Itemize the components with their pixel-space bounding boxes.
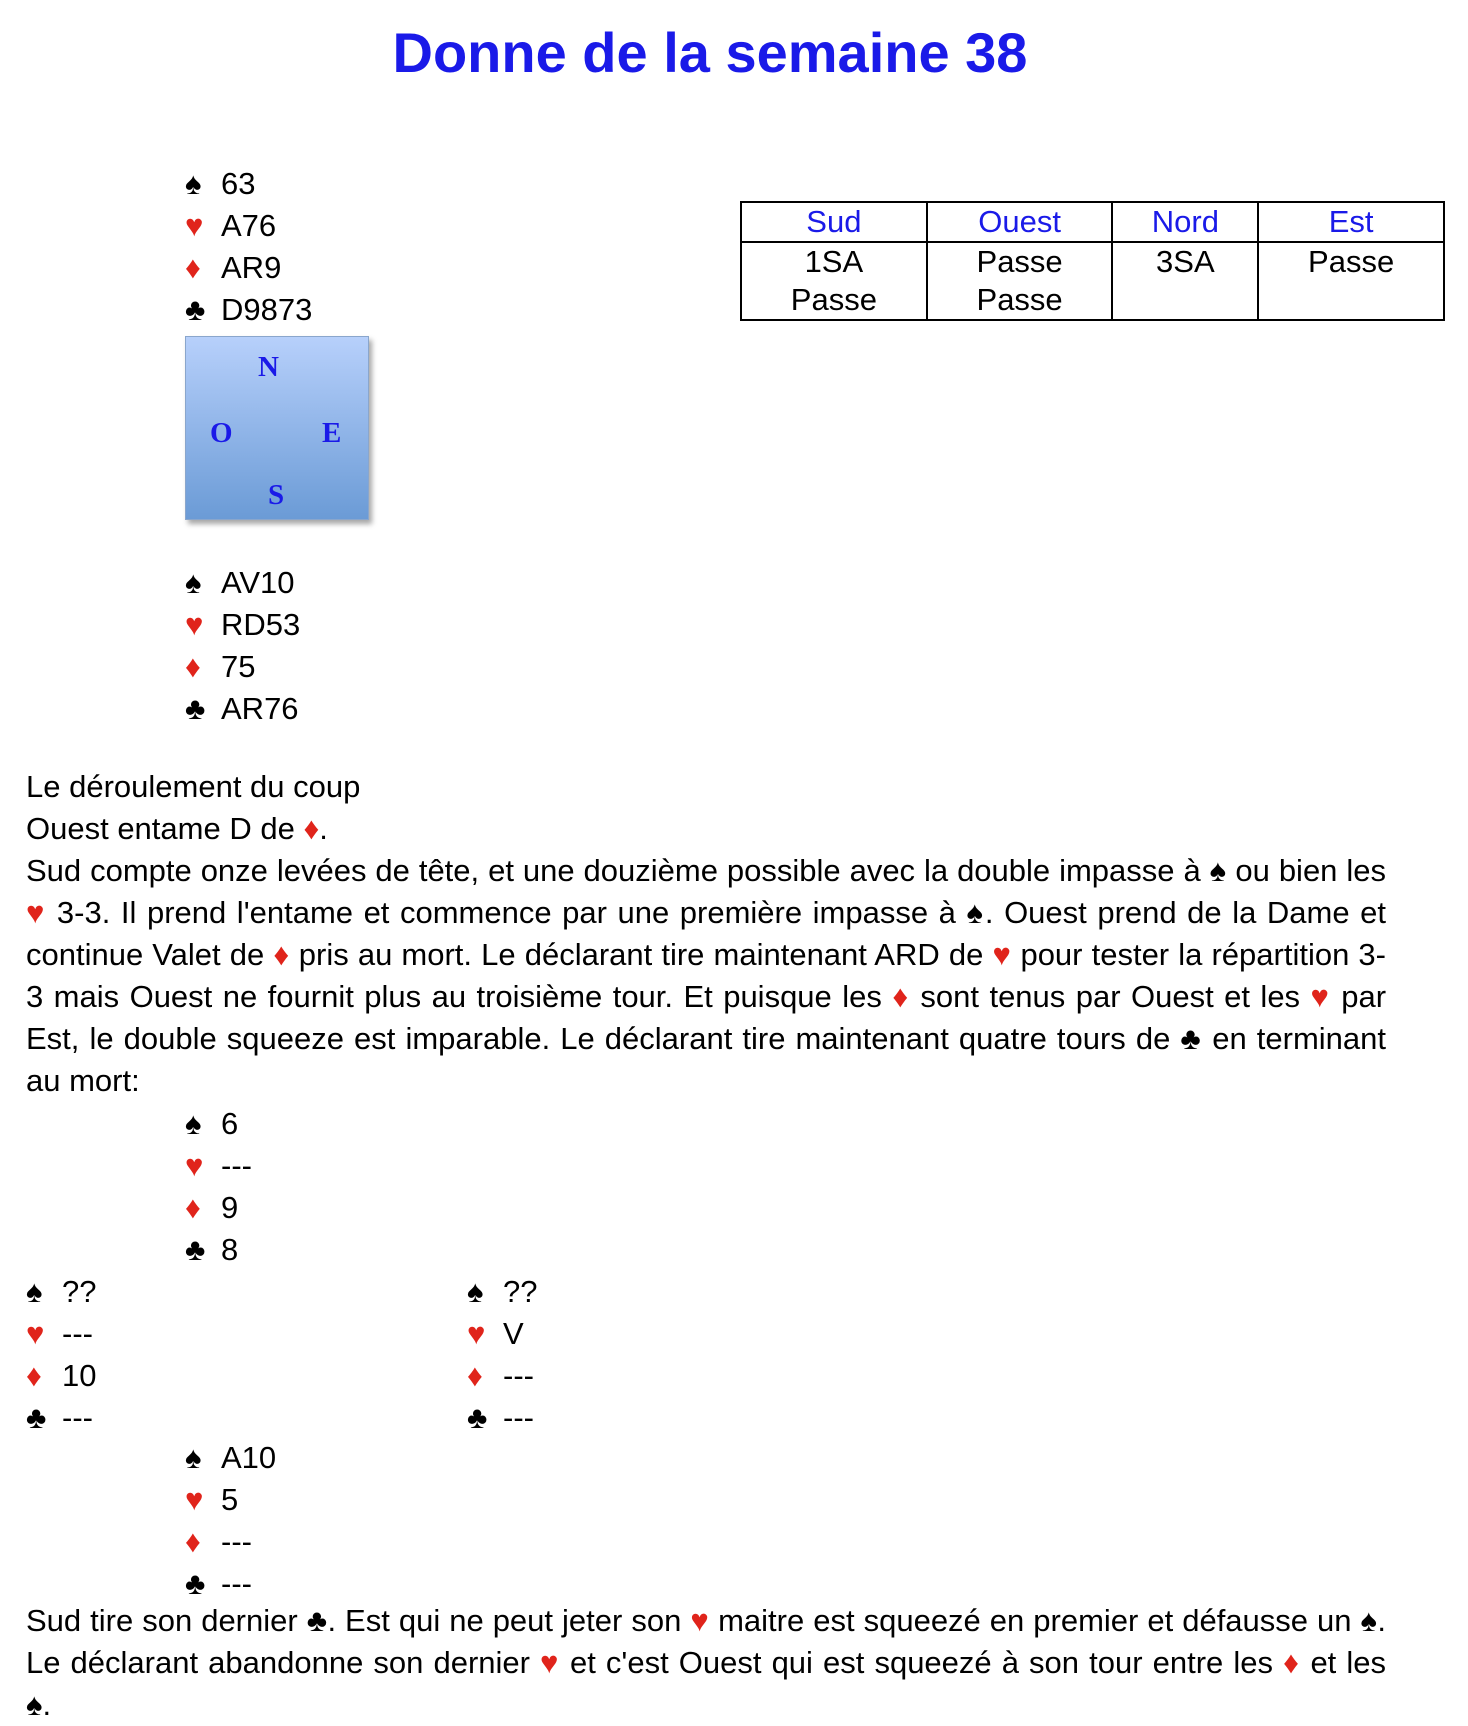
hand-line-clubs xyxy=(185,688,300,730)
diamond-icon: ♦ xyxy=(185,250,201,285)
hand-line-clubs xyxy=(185,289,312,331)
hand-line-clubs xyxy=(185,1229,252,1271)
hand-line-hearts xyxy=(185,1479,276,1521)
text-run: pris au mort. Le déclarant tire maintenant ARD de xyxy=(289,937,993,972)
conclusion-paragraph xyxy=(26,1600,1386,1726)
cards: --- xyxy=(221,1524,252,1559)
bid-cell: 3SA xyxy=(1112,242,1258,281)
north-hand xyxy=(185,163,312,331)
spade-icon: ♠ xyxy=(185,565,202,600)
heart-icon: ♥ xyxy=(540,1645,560,1680)
header-ouest: Ouest xyxy=(927,202,1113,242)
text-run: et les xyxy=(1300,1645,1386,1680)
heart-icon: ♥ xyxy=(185,1148,204,1183)
text-run: . xyxy=(319,811,328,846)
bidding-row xyxy=(741,281,1444,320)
hand-line-hearts xyxy=(185,205,312,247)
cards: 75 xyxy=(221,649,256,684)
cards: --- xyxy=(503,1400,534,1435)
hand-line-diamonds xyxy=(467,1355,537,1397)
ending-east-hand xyxy=(467,1271,537,1439)
cards: 5 xyxy=(221,1482,239,1517)
text-run: . Ouest prend de la Dame et continue Valet de xyxy=(26,895,1387,972)
compass-west: O xyxy=(210,417,233,449)
cards: A76 xyxy=(221,208,277,243)
heart-icon: ♥ xyxy=(185,1482,204,1517)
spade-icon: ♠ xyxy=(966,895,985,930)
cards: --- xyxy=(62,1316,93,1351)
cards: A10 xyxy=(221,1440,277,1475)
header-nord: Nord xyxy=(1112,202,1258,242)
club-icon: ♣ xyxy=(185,292,206,327)
cards: AR9 xyxy=(221,250,282,285)
text-run: et c'est Ouest qui est squeezé à son tour entre les xyxy=(559,1645,1284,1680)
header-sud: Sud xyxy=(741,202,927,242)
spade-icon: ♠ xyxy=(185,166,202,201)
text-run: Sud tire son dernier xyxy=(26,1603,307,1638)
cards: AV10 xyxy=(221,565,295,600)
cards: 9 xyxy=(221,1190,239,1225)
hand-line-spades xyxy=(467,1271,537,1313)
diamond-icon: ♦ xyxy=(26,1358,42,1393)
heart-icon: ♥ xyxy=(26,1316,45,1351)
hand-line-hearts xyxy=(467,1313,537,1355)
text-run: 3-3. Il prend l'entame et commence par une première impasse à xyxy=(46,895,967,930)
header-est: Est xyxy=(1258,202,1444,242)
cards: 6 xyxy=(221,1106,239,1141)
spade-icon: ♠ xyxy=(467,1274,484,1309)
opening-lead xyxy=(26,808,1386,850)
diamond-icon: ♦ xyxy=(185,1190,201,1225)
compass-south: S xyxy=(268,479,285,511)
text-run: par Est, le double squeeze est imparable. Le déclarant tire maintenant quatre tours de xyxy=(26,979,1387,1056)
text-run: pour tester la répartition 3-3 mais Ouest ne fournit plus au troisième tour. Et puisque les xyxy=(26,937,1386,1014)
diamond-icon: ♦ xyxy=(892,979,910,1014)
heart-icon: ♥ xyxy=(1310,979,1331,1014)
hand-line-spades xyxy=(185,1103,252,1145)
hand-line-clubs xyxy=(467,1397,537,1439)
bidding-header-row xyxy=(741,202,1444,242)
hand-line-diamonds xyxy=(26,1355,96,1397)
hand-line-hearts xyxy=(185,604,300,646)
hand-line-diamonds xyxy=(185,247,312,289)
cards: 10 xyxy=(62,1358,97,1393)
cards: RD53 xyxy=(221,607,301,642)
hand-line-hearts xyxy=(26,1313,96,1355)
text-run: ou bien les xyxy=(1226,853,1386,888)
text-run: . Le déclarant abandonne son dernier xyxy=(26,1603,1386,1680)
diamond-icon: ♦ xyxy=(1283,1645,1301,1680)
heart-icon: ♥ xyxy=(26,895,47,930)
bid-cell xyxy=(1258,281,1444,320)
ending-north-hand xyxy=(185,1103,252,1271)
club-icon: ♣ xyxy=(185,1566,206,1601)
compass-north: N xyxy=(258,351,279,383)
hand-line-spades xyxy=(185,562,300,604)
hand-line-clubs xyxy=(185,1563,276,1605)
cards: V xyxy=(503,1316,524,1351)
diamond-icon: ♦ xyxy=(303,811,320,846)
bidding-row xyxy=(741,242,1444,281)
text-run: maitre est squeezé en premier et défausse un xyxy=(709,1603,1361,1638)
hand-line-diamonds xyxy=(185,1187,252,1229)
south-hand xyxy=(185,562,300,730)
hand-line-hearts xyxy=(185,1145,252,1187)
hand-line-spades xyxy=(185,1437,276,1479)
compass-east: E xyxy=(322,417,342,449)
ending-south-hand xyxy=(185,1437,276,1605)
diamond-icon: ♦ xyxy=(185,649,201,684)
page-title: Donne de la semaine 38 xyxy=(392,21,1028,84)
cards: 8 xyxy=(221,1232,239,1267)
club-icon: ♣ xyxy=(185,691,206,726)
compass-box xyxy=(185,336,369,520)
hand-line-diamonds xyxy=(185,1521,276,1563)
club-icon: ♣ xyxy=(1180,1021,1203,1056)
bid-cell: Passe xyxy=(927,242,1113,281)
hand-line-spades xyxy=(26,1271,96,1313)
heart-icon: ♥ xyxy=(690,1603,710,1638)
text-run: . Est qui ne peut jeter son xyxy=(327,1603,691,1638)
club-icon: ♣ xyxy=(467,1400,488,1435)
hand-line-spades xyxy=(185,163,312,205)
analysis-paragraph xyxy=(26,850,1386,1102)
bid-cell: Passe xyxy=(927,281,1113,320)
spade-icon: ♠ xyxy=(1360,1603,1378,1638)
text-run: sont tenus par Ouest et les xyxy=(909,979,1311,1014)
text-run: . xyxy=(42,1687,52,1722)
narrative-heading: Le déroulement du coup xyxy=(26,769,361,804)
bid-cell xyxy=(1112,281,1258,320)
diamond-icon: ♦ xyxy=(273,937,290,972)
spade-icon: ♠ xyxy=(26,1687,43,1722)
diamond-icon: ♦ xyxy=(467,1358,483,1393)
spade-icon: ♠ xyxy=(1209,853,1227,888)
diamond-icon: ♦ xyxy=(185,1524,201,1559)
hand-line-clubs xyxy=(26,1397,96,1439)
cards: D9873 xyxy=(221,292,313,327)
hand-line-diamonds xyxy=(185,646,300,688)
cards: AR76 xyxy=(221,691,299,726)
cards: --- xyxy=(62,1400,93,1435)
cards: --- xyxy=(221,1566,252,1601)
club-icon: ♣ xyxy=(26,1400,47,1435)
heart-icon: ♥ xyxy=(185,607,204,642)
spade-icon: ♠ xyxy=(26,1274,43,1309)
cards: --- xyxy=(221,1148,252,1183)
bidding-table xyxy=(740,201,1445,321)
club-icon: ♣ xyxy=(306,1603,328,1638)
text-run: en terminant au mort: xyxy=(26,1021,1387,1098)
text-run: Sud compte onze levées de tête, et une douzième possible avec la double impasse à xyxy=(26,853,1210,888)
ending-west-hand xyxy=(26,1271,96,1439)
cards: --- xyxy=(503,1358,534,1393)
cards: ?? xyxy=(62,1274,97,1309)
bid-cell: Passe xyxy=(1258,242,1444,281)
heart-icon: ♥ xyxy=(467,1316,486,1351)
bid-cell: 1SA xyxy=(741,242,927,281)
cards: 63 xyxy=(221,166,256,201)
club-icon: ♣ xyxy=(185,1232,206,1267)
spade-icon: ♠ xyxy=(185,1440,202,1475)
text-run: Ouest entame D de xyxy=(26,811,304,846)
bid-cell: Passe xyxy=(741,281,927,320)
cards: ?? xyxy=(503,1274,538,1309)
heart-icon: ♥ xyxy=(185,208,204,243)
spade-icon: ♠ xyxy=(185,1106,202,1141)
heart-icon: ♥ xyxy=(992,937,1012,972)
